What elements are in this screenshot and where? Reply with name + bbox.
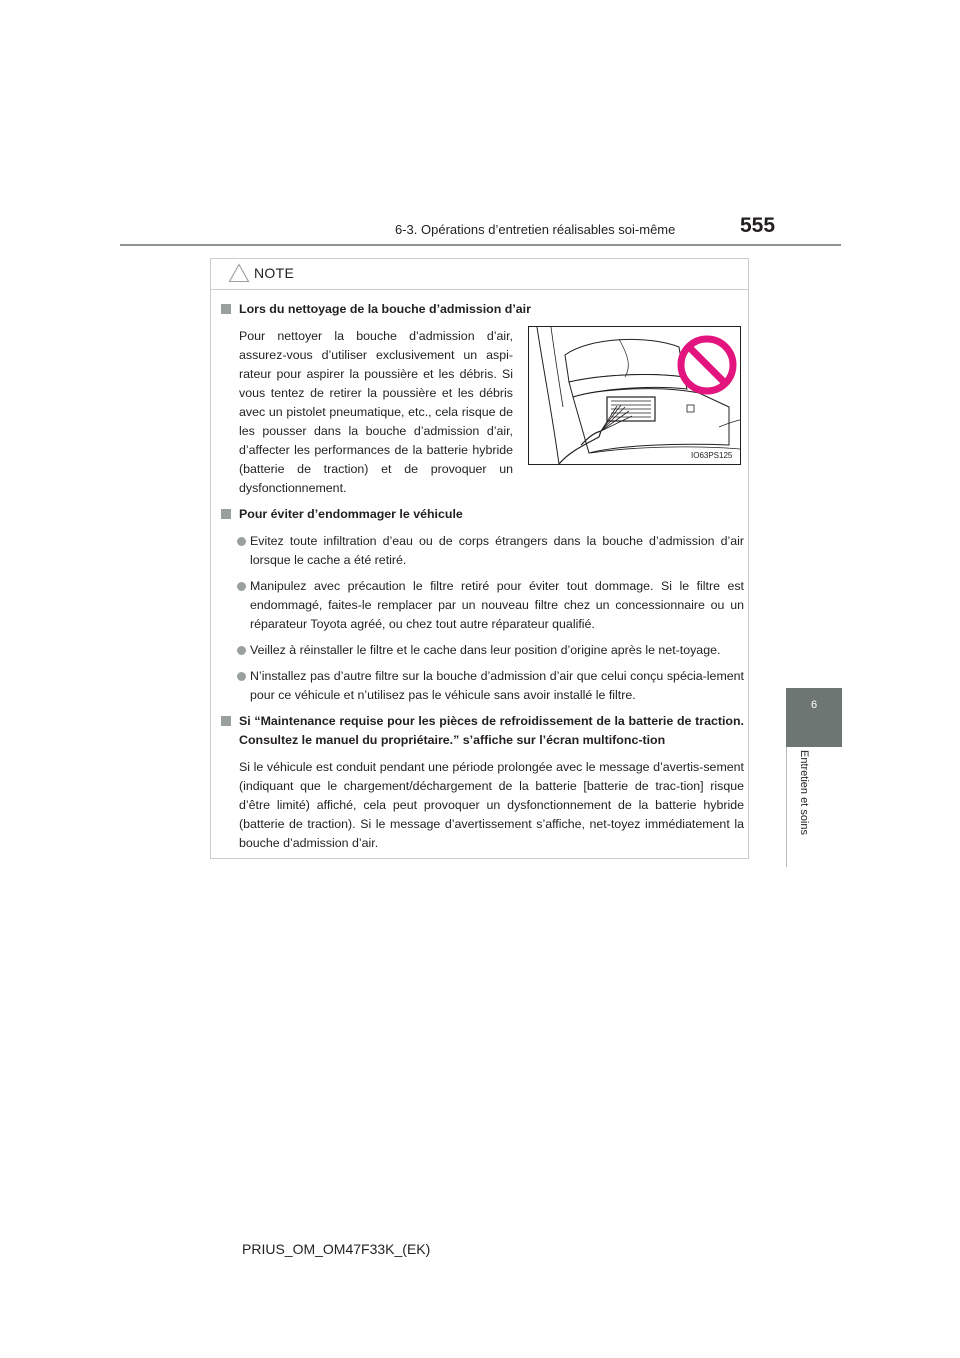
figure-code: IO63PS125	[691, 451, 733, 460]
round-bullet-icon	[237, 582, 246, 591]
note-title: NOTE	[254, 265, 295, 281]
list-item: Manipulez avec précaution le filtre retiré pour éviter tout dommage. Si le filtre est endommagé, faites-le remplacer par un nouveau filtre chez un concessionnaire ou un réparateur Toyota agréé, ou chez tout autre réparateur qualifié.	[220, 577, 744, 634]
header-divider	[120, 244, 841, 246]
section-heading: Pour éviter d’endommager le véhicule	[220, 505, 744, 524]
list-item: N’installez pas d’autre filtre sur la bouche d’admission d’air que celui conçu spécia-lement pour ce véhicule et n’utilisez pas le véhicule sans avoir installé le filtre.	[220, 667, 744, 705]
page-number: 555	[740, 214, 776, 237]
section-paragraph: Si le véhicule est conduit pendant une période prolongée avec le message d’avertis-sement (indiquant que le chargement/déchargement de la batterie [batterie de trac-tion] risque d’être limité) affiché, cela peut provoquer un dysfonctionnement de la batterie hybride (batterie de traction). Si le message d’avertissement s’affiche, net-toyez immédiatement la bouche d’admission d’air.	[239, 760, 744, 850]
note-content	[220, 300, 744, 853]
note-box	[210, 258, 749, 859]
chapter-label: Entretien et soins	[798, 750, 810, 835]
vacuum-prohibited-illustration	[529, 327, 740, 464]
warning-triangle-icon	[228, 263, 250, 283]
section-body	[220, 327, 744, 495]
list-item: Evitez toute infiltration d’eau ou de corps étrangers dans la bouche d’admission d’air lorsque le cache a été retiré.	[220, 532, 744, 570]
section-paragraph: Pour nettoyer la bouche d’admission d’air, assurez-vous d’utiliser exclusivement un aspi-rateur pour aspirer la poussière et les débris. Si vous tentez de retirer la poussière et les débris avec un pistolet pneumatique, etc., cela risque de les pousser dans la bouche d’admission d’air, d’affecter les performances de la batterie hybride (batterie de traction) et de provoquer un dysfonctionnement.	[239, 329, 513, 495]
square-bullet-icon	[221, 304, 231, 314]
round-bullet-icon	[237, 672, 246, 681]
section-heading: Lors du nettoyage de la bouche d’admission d’air	[220, 300, 744, 319]
square-bullet-icon	[221, 509, 231, 519]
side-divider	[786, 747, 787, 867]
chapter-number: 6	[810, 699, 818, 711]
chapter-tab[interactable]	[786, 688, 842, 747]
section-heading: Si “Maintenance requise pour les pièces de refroidissement de la batterie de traction. Consultez le manuel du propriétaire.” s’affiche sur l’écran multifonc-tion	[220, 712, 744, 750]
section-title: 6-3. Opérations d’entretien réalisables soi-même	[395, 222, 676, 237]
round-bullet-icon	[237, 646, 246, 655]
document-id: PRIUS_OM_OM47F33K_(EK)	[242, 1241, 431, 1257]
list-item: Veillez à réinstaller le filtre et le cache dans leur position d’origine après le net-toyage.	[220, 641, 744, 660]
round-bullet-icon	[237, 537, 246, 546]
air-intake-illustration	[528, 326, 741, 465]
square-bullet-icon	[221, 716, 231, 726]
note-header	[211, 259, 748, 290]
